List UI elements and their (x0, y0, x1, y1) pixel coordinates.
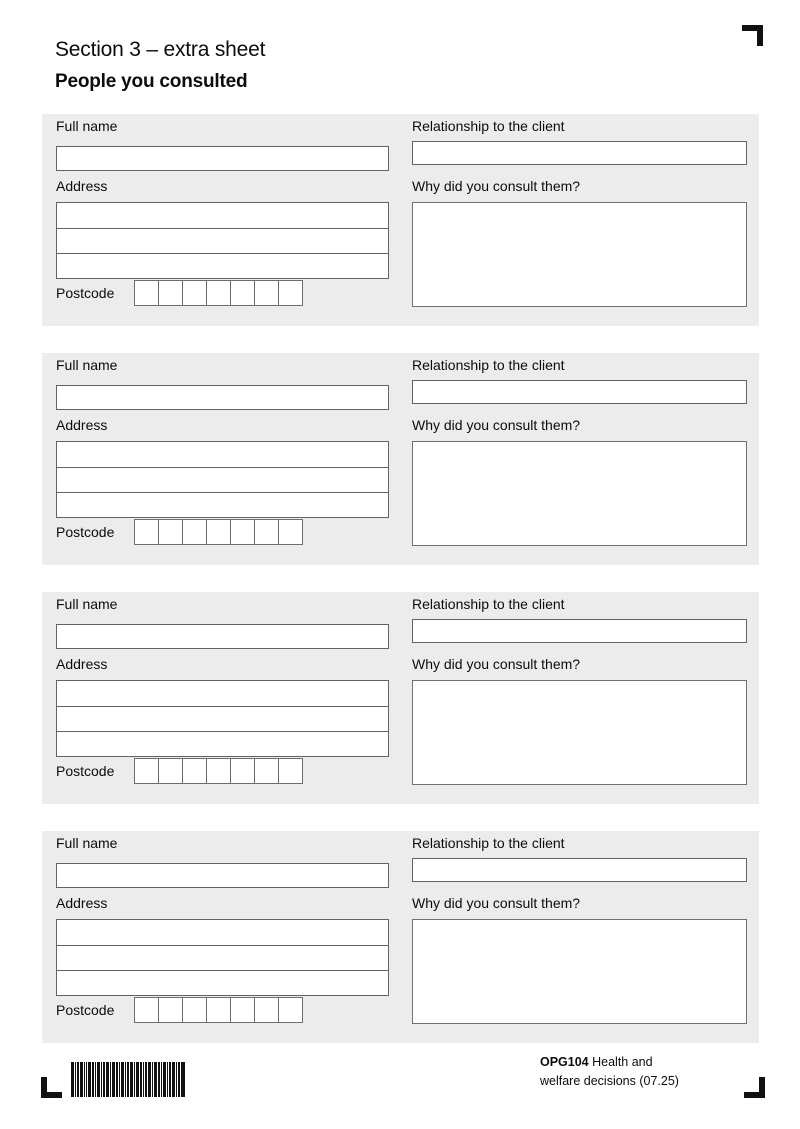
postcode-cell[interactable] (278, 758, 303, 784)
consultee-blocks (42, 114, 759, 1043)
full-name-input[interactable] (56, 624, 389, 649)
address-line-3-input[interactable] (57, 731, 388, 756)
postcode-cell[interactable] (206, 758, 231, 784)
postcode-row (56, 758, 389, 784)
address-line-3-input[interactable] (57, 970, 388, 995)
address-label: Address (56, 895, 108, 911)
postcode-row (56, 997, 389, 1023)
postcode-cell[interactable] (134, 280, 159, 306)
postcode-cell[interactable] (182, 519, 207, 545)
address-box (56, 680, 389, 757)
relationship-label: Relationship to the client (412, 357, 565, 373)
full-name-label: Full name (56, 357, 118, 373)
why-consult-label: Why did you consult them? (412, 895, 581, 911)
block-right-column (412, 119, 747, 326)
postcode-cell[interactable] (182, 997, 207, 1023)
address-label: Address (56, 656, 108, 672)
block-left-column (56, 119, 389, 326)
postcode-cell[interactable] (158, 997, 183, 1023)
postcode-cell[interactable] (278, 280, 303, 306)
consultee-block-2 (42, 353, 759, 565)
postcode-label: Postcode (56, 1001, 115, 1018)
postcode-cell[interactable] (254, 997, 279, 1023)
postcode-cell[interactable] (278, 997, 303, 1023)
postcode-cell[interactable] (206, 280, 231, 306)
block-right-column (412, 836, 747, 1043)
postcode-cell[interactable] (254, 280, 279, 306)
address-line-2-input[interactable] (57, 228, 388, 253)
address-line-1-input[interactable] (57, 442, 388, 467)
form-code: OPG104 (540, 1055, 589, 1069)
full-name-label: Full name (56, 118, 118, 134)
postcode-cell[interactable] (254, 519, 279, 545)
postcode-cell[interactable] (158, 758, 183, 784)
postcode-cell[interactable] (230, 997, 255, 1023)
postcode-label: Postcode (56, 284, 115, 301)
postcode-cell[interactable] (182, 280, 207, 306)
postcode-cell[interactable] (230, 280, 255, 306)
address-line-1-input[interactable] (57, 203, 388, 228)
corner-mark-top-right-icon (742, 25, 763, 46)
full-name-label: Full name (56, 835, 118, 851)
postcode-cells (134, 280, 303, 306)
postcode-cell[interactable] (134, 997, 159, 1023)
postcode-cells (134, 997, 303, 1023)
relationship-input[interactable] (412, 619, 747, 643)
why-consult-label: Why did you consult them? (412, 178, 581, 194)
why-consult-textarea[interactable] (412, 441, 747, 546)
postcode-cell[interactable] (206, 997, 231, 1023)
address-box (56, 441, 389, 518)
barcode-icon (71, 1062, 185, 1097)
address-label: Address (56, 417, 108, 433)
why-consult-textarea[interactable] (412, 680, 747, 785)
relationship-input[interactable] (412, 380, 747, 404)
block-left-column (56, 597, 389, 804)
postcode-cell[interactable] (206, 519, 231, 545)
why-consult-textarea[interactable] (412, 919, 747, 1024)
postcode-label: Postcode (56, 762, 115, 779)
address-line-2-input[interactable] (57, 706, 388, 731)
why-consult-label: Why did you consult them? (412, 417, 581, 433)
corner-mark-bottom-left-icon (41, 1077, 62, 1098)
consultee-block-3 (42, 592, 759, 804)
full-name-input[interactable] (56, 146, 389, 171)
full-name-label: Full name (56, 596, 118, 612)
form-reference-line-1 (540, 1053, 679, 1072)
full-name-input[interactable] (56, 863, 389, 888)
relationship-label: Relationship to the client (412, 118, 565, 134)
corner-mark-bottom-right-icon (744, 1077, 765, 1098)
form-reference-line-2: welfare decisions (07.25) (540, 1074, 679, 1088)
postcode-cell[interactable] (230, 758, 255, 784)
why-consult-textarea[interactable] (412, 202, 747, 307)
page-header (55, 36, 265, 94)
address-line-2-input[interactable] (57, 945, 388, 970)
postcode-label: Postcode (56, 523, 115, 540)
address-box (56, 202, 389, 279)
page-subtitle: People you consulted (55, 71, 248, 92)
postcode-row (56, 280, 389, 306)
postcode-cells (134, 758, 303, 784)
postcode-cell[interactable] (134, 758, 159, 784)
relationship-label: Relationship to the client (412, 835, 565, 851)
form-title-part-1: Health and (592, 1055, 653, 1069)
block-left-column (56, 836, 389, 1043)
postcode-cell[interactable] (158, 519, 183, 545)
why-consult-label: Why did you consult them? (412, 656, 581, 672)
address-box (56, 919, 389, 996)
postcode-row (56, 519, 389, 545)
postcode-cell[interactable] (278, 519, 303, 545)
address-label: Address (56, 178, 108, 194)
address-line-1-input[interactable] (57, 681, 388, 706)
relationship-input[interactable] (412, 141, 747, 165)
postcode-cell[interactable] (134, 519, 159, 545)
block-left-column (56, 358, 389, 565)
full-name-input[interactable] (56, 385, 389, 410)
postcode-cells (134, 519, 303, 545)
block-right-column (412, 597, 747, 804)
address-line-2-input[interactable] (57, 467, 388, 492)
relationship-label: Relationship to the client (412, 596, 565, 612)
postcode-cell[interactable] (158, 280, 183, 306)
consultee-block-1 (42, 114, 759, 326)
block-right-column (412, 358, 747, 565)
address-line-3-input[interactable] (57, 253, 388, 278)
address-line-1-input[interactable] (57, 920, 388, 945)
postcode-cell[interactable] (230, 519, 255, 545)
consultee-block-4 (42, 831, 759, 1043)
postcode-cell[interactable] (254, 758, 279, 784)
relationship-input[interactable] (412, 858, 747, 882)
address-line-3-input[interactable] (57, 492, 388, 517)
page-title: Section 3 – extra sheet (55, 38, 266, 61)
postcode-cell[interactable] (182, 758, 207, 784)
form-reference (540, 1053, 679, 1091)
